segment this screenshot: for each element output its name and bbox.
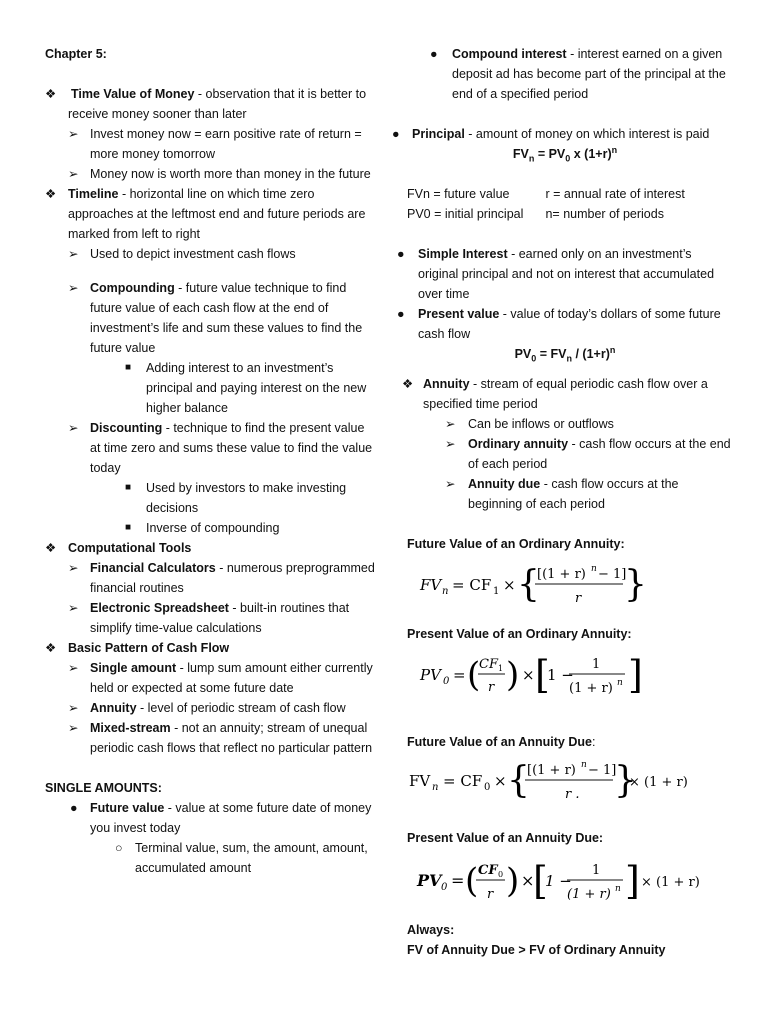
svg-text:[: [	[533, 859, 548, 903]
compounding-sub-1: ■ Adding interest to an investment’s principal and paying interest on the new higher balance	[45, 358, 375, 418]
svg-text:− 1]: − 1]	[588, 763, 617, 778]
svg-text:0: 0	[484, 782, 491, 793]
annuity-sub-3: ➢ Annuity due - cash flow occurs at the beginning of each period	[395, 474, 735, 514]
svg-text:n: n	[432, 782, 439, 793]
tools-sub-2: ➢ Electronic Spreadsheet - built-in routines that simplify time-value calculations	[45, 598, 375, 638]
fv-ad-formula	[395, 752, 735, 810]
timeline-sub-1: ➢ Used to depict investment cash flows	[45, 244, 375, 264]
svg-text:(: (	[467, 655, 481, 695]
svg-text:n: n	[591, 564, 597, 574]
svg-text:n: n	[442, 586, 449, 597]
svg-text:1: 1	[498, 664, 504, 673]
diamond-bullet-icon: ❖	[45, 541, 57, 555]
arrow-bullet-icon: ➢	[68, 701, 79, 715]
svg-text:n: n	[615, 884, 621, 894]
square-bullet-icon: ■	[125, 482, 132, 493]
diamond-bullet-icon: ❖	[45, 641, 57, 655]
svg-text:n: n	[617, 678, 623, 688]
svg-text:r: r	[575, 591, 582, 606]
arrow-bullet-icon: ➢	[68, 601, 79, 615]
svg-text:=: =	[453, 666, 466, 684]
annuity-comparison: FV of Annuity Due > FV of Ordinary Annuity	[407, 943, 666, 957]
discounting-sub-2: ■ Inverse of compounding	[45, 518, 375, 538]
left-column	[45, 44, 375, 878]
svg-text:r .: r .	[565, 787, 580, 802]
svg-text:×: ×	[521, 871, 535, 890]
pv-formula-render: $PV_0 = FV_n / (1+r)^n$	[514, 344, 616, 364]
square-bullet-icon: ■	[125, 522, 132, 533]
svg-text:[: [	[535, 653, 550, 697]
always-label: Always:	[407, 923, 455, 937]
svg-text:0: 0	[443, 676, 450, 687]
svg-text:FV: FV	[420, 576, 442, 594]
svg-text:FV: FV	[409, 772, 431, 790]
svg-text:{: {	[517, 564, 540, 605]
svg-text:r: r	[488, 680, 495, 695]
arrow-bullet-icon: ➢	[68, 167, 79, 181]
fv-oa-equation	[395, 554, 647, 616]
arrow-bullet-icon: ➢	[68, 661, 79, 675]
svg-text:1: 1	[493, 586, 500, 597]
tvm-sub-2: ➢ Money now is worth more than money in the future	[45, 164, 375, 184]
svg-text:]: ]	[625, 859, 640, 903]
arrow-bullet-icon: ➢	[68, 247, 79, 261]
compounding-item: ➢ Compounding - future value technique to find future value of each cash flow at the end of investment’s life and sum these values to find the future value	[45, 278, 375, 358]
pv-oa-equation	[395, 644, 645, 706]
tools-item: ❖ Computational Tools	[45, 538, 375, 558]
fv-oa-formula	[395, 554, 735, 616]
svg-text:]: ]	[628, 653, 643, 697]
svg-text:=: =	[451, 871, 465, 890]
dot-bullet-icon: ●	[397, 247, 405, 261]
principal-item: ● Principal - amount of money on which interest is paid	[395, 124, 735, 144]
svg-text:[(1 + r): [(1 + r)	[537, 567, 586, 582]
svg-text:[(1 + r): [(1 + r)	[527, 763, 576, 778]
pattern-item: ❖ Basic Pattern of Cash Flow	[45, 638, 375, 658]
svg-text:{: {	[507, 760, 530, 801]
svg-text:PV: PV	[420, 666, 441, 684]
svg-text:× (1 + r): × (1 + r)	[629, 775, 688, 790]
legend-fv: FVn = future value	[407, 187, 510, 201]
svg-text:r: r	[487, 887, 494, 902]
tvm-item: ❖ Time Value of Money - observation that it is better to receive money sooner than later	[45, 84, 375, 124]
simple-interest-item: ● Simple Interest - earned only on an investment’s original principal and not on interest that accumulated over time	[395, 244, 735, 304]
svg-text:(1 + r): (1 + r)	[569, 681, 613, 696]
square-bullet-icon: ■	[125, 362, 132, 373]
pv-oa-heading: Present Value of an Ordinary Annuity:	[407, 627, 632, 641]
svg-text:1: 1	[592, 657, 601, 672]
pattern-sub-2: ➢ Annuity - level of periodic stream of cash flow	[45, 698, 375, 718]
single-amounts-heading: SINGLE AMOUNTS:	[45, 781, 162, 795]
svg-text:×: ×	[522, 666, 535, 684]
annuity-item: ❖ Annuity - stream of equal periodic cash flow over a specified time period	[395, 374, 735, 414]
svg-text:×: ×	[503, 576, 516, 594]
svg-text:(: (	[465, 861, 479, 901]
discounting-sub-1: ■ Used by investors to make investing decisions	[45, 478, 375, 518]
svg-text:): )	[506, 861, 520, 901]
arrow-bullet-icon: ➢	[68, 281, 79, 295]
chapter-heading: Chapter 5:	[45, 47, 107, 61]
arrow-bullet-icon: ➢	[445, 477, 456, 491]
fv-ad-equation	[395, 752, 695, 810]
svg-text:= CF: = CF	[452, 576, 492, 594]
annuity-sub-1: ➢ Can be inflows or outflows	[395, 414, 735, 434]
dot-bullet-icon: ●	[70, 801, 78, 815]
fv-ad-heading: Future Value of an Annuity Due:	[407, 735, 596, 749]
fv-oa-heading: Future Value of an Ordinary Annuity:	[407, 537, 625, 551]
pv-ad-formula	[395, 848, 735, 910]
svg-text:0: 0	[441, 882, 448, 893]
legend-row-2	[395, 204, 735, 224]
svg-text:0: 0	[498, 870, 504, 879]
pv-oa-formula	[395, 644, 735, 706]
timeline-item: ❖ Timeline - horizontal line on which time zero approaches at the leftmost end and future periods are marked from left to right	[45, 184, 375, 244]
legend-row-1	[395, 184, 735, 204]
discounting-item: ➢ Discounting - technique to find the present value at time zero and sums these value to find the value today	[45, 418, 375, 478]
diamond-bullet-icon: ❖	[402, 377, 414, 391]
future-value-sub-1: ○ Terminal value, sum, the amount, amount, accumulated amount	[45, 838, 375, 878]
svg-text:): )	[506, 655, 520, 695]
fv-formula-render: $FV_n = PV_0$ x $(1+r)^n$	[512, 144, 618, 164]
svg-text:PV: PV	[417, 871, 442, 890]
future-value-item: ● Future value - value at some future date of money you invest today	[45, 798, 375, 838]
svg-text:1: 1	[592, 863, 601, 878]
present-value-item: ● Present value - value of today’s dollars of some future cash flow	[395, 304, 735, 344]
arrow-bullet-icon: ➢	[445, 417, 456, 431]
right-column	[392, 44, 735, 960]
svg-text:n: n	[581, 760, 587, 770]
pattern-sub-1: ➢ Single amount - lump sum amount either currently held or expected at some future date	[45, 658, 375, 698]
compound-interest-item: ● Compound interest - interest earned on a given deposit ad has become part of the principal at the end of a specified period	[395, 44, 735, 104]
tvm-sub-1: ➢ Invest money now = earn positive rate of return = more money tomorrow	[45, 124, 375, 164]
arrow-bullet-icon: ➢	[68, 561, 79, 575]
diamond-bullet-icon: ❖	[45, 187, 57, 201]
svg-text:− 1]: − 1]	[598, 567, 627, 582]
svg-text:CF: CF	[478, 863, 498, 878]
svg-text:}: }	[624, 564, 647, 605]
dot-bullet-icon: ●	[392, 127, 400, 141]
pattern-sub-3: ➢ Mixed-stream - not an annuity; stream of unequal periodic cash flows that reflect no particular pattern	[45, 718, 375, 758]
arrow-bullet-icon: ➢	[68, 127, 79, 141]
svg-text:1 −: 1 −	[547, 666, 574, 684]
dot-bullet-icon: ●	[430, 47, 438, 61]
svg-text:1 −: 1 −	[545, 872, 572, 890]
legend-r: r = annual rate of interest	[545, 187, 685, 201]
arrow-bullet-icon: ➢	[445, 437, 456, 451]
arrow-bullet-icon: ➢	[68, 721, 79, 735]
svg-text:= CF: = CF	[443, 772, 483, 790]
pv-ad-equation	[395, 848, 705, 910]
annuity-sub-2: ➢ Ordinary annuity - cash flow occurs at the end of each period	[395, 434, 735, 474]
tools-sub-1: ➢ Financial Calculators - numerous preprogrammed financial routines	[45, 558, 375, 598]
legend-pv: PV0 = initial principal	[407, 207, 524, 221]
svg-text:× (1 + r): × (1 + r)	[641, 875, 700, 890]
arrow-bullet-icon: ➢	[68, 421, 79, 435]
legend-n: n= number of periods	[545, 207, 664, 221]
diamond-bullet-icon: ❖	[45, 87, 57, 101]
circle-bullet-icon: ○	[115, 841, 123, 855]
svg-text:(1 + r): (1 + r)	[567, 887, 611, 902]
svg-text:}: }	[614, 760, 637, 801]
pv-ad-heading: Present Value of an Annuity Due:	[407, 831, 604, 845]
svg-text:CF: CF	[479, 657, 498, 672]
fv-formula	[395, 144, 735, 164]
dot-bullet-icon: ●	[397, 307, 405, 321]
svg-text:×: ×	[494, 772, 507, 790]
pv-formula	[395, 344, 735, 364]
